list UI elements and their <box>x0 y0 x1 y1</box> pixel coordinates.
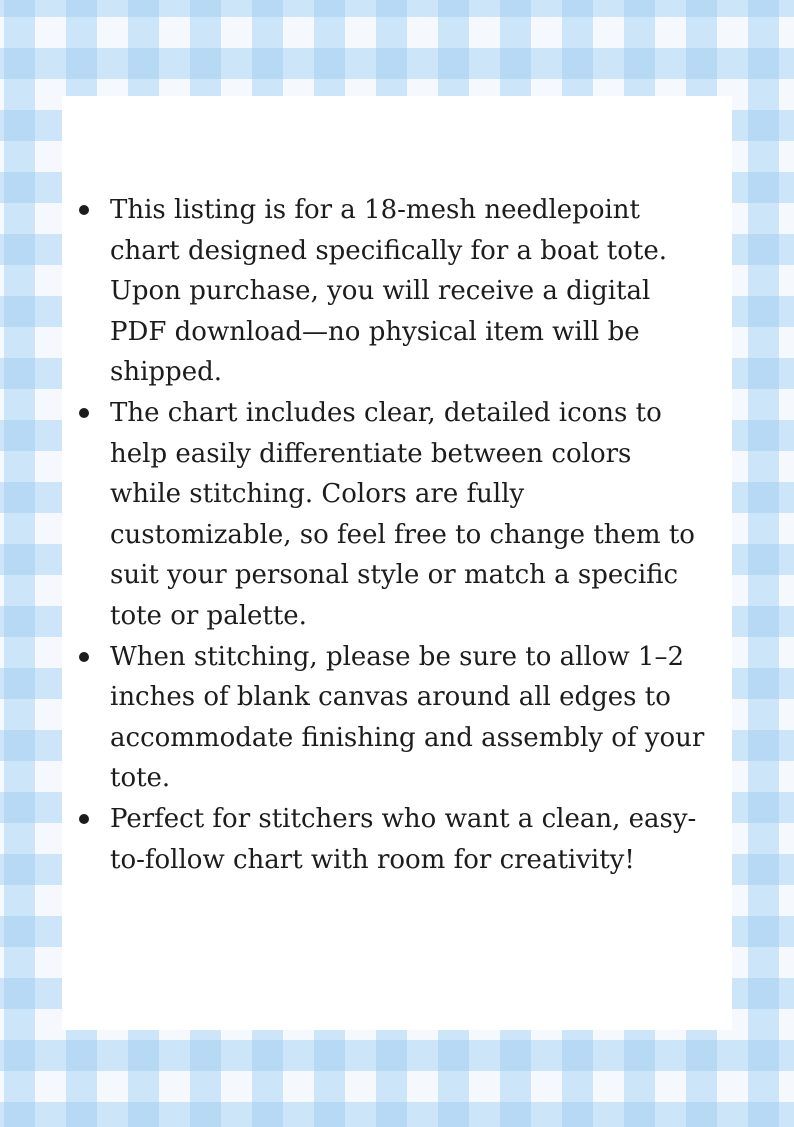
list-item-text: The chart includes clear, detailed icons to help easily differentiate between colors while stitching. Colors are fully customizable, so feel free to change them to suit your personal style or match a specific tote or palette. <box>110 397 695 631</box>
list-item-text: When stitching, please be sure to allow 1–2 inches of blank canvas around all edges to accommodate finishing and assembly of your tote. <box>110 641 705 794</box>
bullet-icon <box>79 408 89 418</box>
listing-info-list <box>110 190 710 880</box>
list-item-text: This listing is for a 18-mesh needlepoint chart designed specifically for a boat tote. Upon purchase, you will receive a digital PDF download—no physical item will be shipped. <box>110 195 668 388</box>
list-item <box>110 190 710 393</box>
list-item <box>110 393 710 637</box>
list-item-text: Perfect for stitchers who want a clean, easy-to-follow chart with room for creativity! <box>110 803 697 875</box>
list-item <box>110 637 710 799</box>
list-item <box>110 799 710 880</box>
bullet-icon <box>79 814 89 824</box>
bullet-icon <box>79 652 89 662</box>
content-card <box>62 96 732 1030</box>
bullet-icon <box>79 205 89 215</box>
